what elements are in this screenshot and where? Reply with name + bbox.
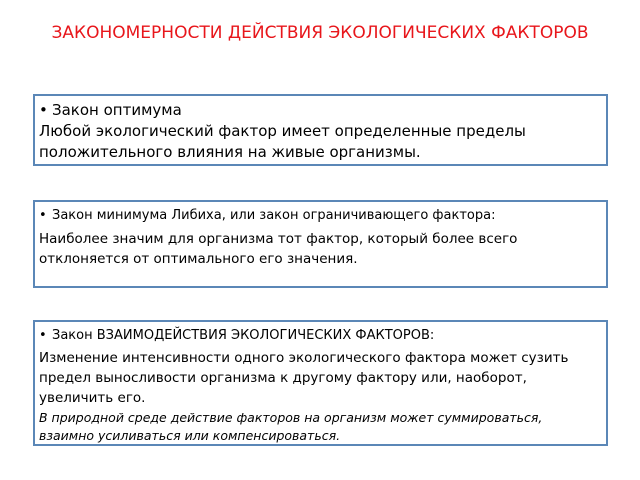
- law-of-optimum-heading: [39, 100, 600, 121]
- law-of-interaction-note: В природной среде действие факторов на организм может суммироваться, взаимно усиливаться или компенсироваться.: [39, 410, 543, 443]
- law-of-minimum-title: Закон минимума Либиха, или закон ограничивающего фактора:: [52, 208, 496, 223]
- bullet-icon: •: [39, 328, 47, 343]
- law-of-minimum-box: [33, 200, 608, 288]
- law-of-minimum-description: Наиболее значим для организма тот фактор, который более всего отклоняется от оптимального его значения.: [39, 231, 518, 267]
- law-of-interaction-title-prefix: Закон: [52, 328, 97, 343]
- law-of-interaction-title-caps: ВЗАИМОДЕЙСТВИЯ ЭКОЛОГИЧЕСКИХ ФАКТОРОВ:: [96, 328, 435, 343]
- law-of-interaction-description: Изменение интенсивности одного экологического фактора может сузить предел выносливости организма к другому фактору или, наоборот, увеличить его.: [39, 350, 569, 406]
- bullet-icon: •: [39, 208, 47, 223]
- law-of-optimum-description: Любой экологический фактор имеет определенные пределы положительного влияния на живые организмы.: [39, 122, 526, 161]
- law-of-minimum-heading: [39, 206, 600, 226]
- law-of-optimum-title: Закон оптимума: [52, 101, 182, 119]
- slide-title: ЗАКОНОМЕРНОСТИ ДЕЙСТВИЯ ЭКОЛОГИЧЕСКИХ ФАКТОРОВ: [51, 23, 589, 43]
- law-of-optimum-box: [33, 94, 608, 166]
- law-of-interaction-title: [52, 326, 434, 346]
- law-of-interaction-box: [33, 320, 608, 446]
- bullet-icon: •: [39, 101, 48, 119]
- law-of-interaction-heading: [39, 326, 600, 346]
